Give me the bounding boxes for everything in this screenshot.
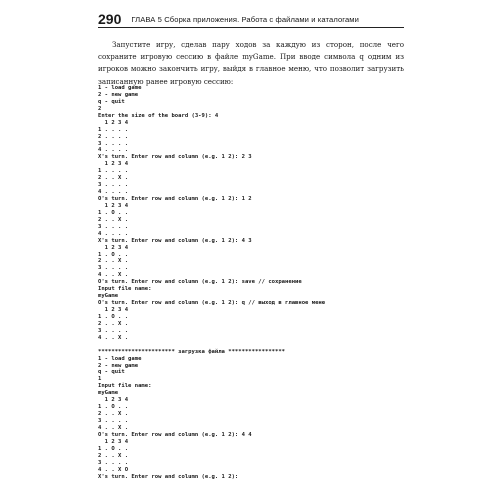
console-line: 2 — [98, 105, 102, 112]
console-line: Input file name: — [98, 286, 152, 293]
console-line: q - quit — [98, 98, 125, 105]
console-line: q - quit — [98, 369, 125, 376]
console-line: 2 . . X . — [98, 320, 129, 327]
console-line: 3 . . . . — [98, 418, 129, 424]
console-line: *********************** загрузка файла ***************** — [98, 348, 286, 355]
console-line: X's turn. Enter row and column (e.g. 1 2): 2 3 — [98, 154, 252, 161]
console-line: 2 . . X . — [98, 175, 129, 182]
page-number: 290 — [98, 11, 122, 27]
console-line: Enter the size of the board (3-9): 4 — [98, 112, 219, 119]
console-line: 1 - load game — [98, 85, 142, 91]
console-line: 2 - new game — [98, 362, 139, 369]
console-line: 4 . . X . — [98, 424, 129, 431]
console-line: O's turn. Enter row and column (e.g. 1 2): 4 4 — [98, 431, 252, 438]
console-line: 1 2 3 4 — [98, 307, 129, 313]
console-line: 1 2 3 4 — [98, 202, 129, 209]
console-line: X's turn. Enter row and column (e.g. 1 2): 4 3 — [98, 237, 252, 244]
console-line: 1 — [98, 376, 102, 383]
console-line: 4 . . X . — [98, 334, 129, 341]
console-line: 1 . . . . — [98, 168, 129, 175]
console-line: 1 - load game — [98, 355, 142, 362]
intro-paragraph: Запустите игру, сделав пару ходов за каждую из сторон, после чего сохраните игровую сессию в файле myGame. При вводе символа q одним из игроков можно закончить игру, выйдя в главное меню, что позволит загрузить записанную ранее игровую сессию: — [98, 40, 404, 86]
chapter-title: ГЛАВА 5 Сборка приложения. Работа с файлами и каталогами — [131, 15, 359, 24]
console-line: 1 2 3 4 — [98, 397, 129, 404]
console-line: 1 . O . . — [98, 209, 129, 216]
console-line: 4 . . X O — [98, 466, 129, 473]
console-line: O's turn. Enter row and column (e.g. 1 2): q // выход в главное меню — [98, 300, 326, 307]
console-line: 4 . . X . — [98, 272, 129, 279]
console-line: 2 . . . . — [98, 133, 129, 140]
console-line: 2 . . X . — [98, 216, 129, 223]
console-line: 1 . O . . — [98, 251, 129, 258]
console-line: 3 . . . . — [98, 140, 129, 147]
console-line: 1 2 3 4 — [98, 161, 129, 168]
console-line: 3 . . . . — [98, 182, 129, 189]
console-line: 4 . . . . — [98, 147, 129, 154]
console-line: 3 . . . . — [98, 327, 129, 334]
console-line: 2 - new game — [98, 91, 139, 98]
console-line: 1 2 3 4 — [98, 119, 129, 126]
console-line: 2 . . X . — [98, 258, 129, 265]
page-header — [98, 9, 404, 26]
console-line: 1 . . . . — [98, 126, 129, 133]
console-line: 1 2 3 4 — [98, 438, 129, 445]
console-line: myGame — [98, 293, 119, 300]
console-line: 3 . . . . — [98, 265, 129, 272]
console-line: Input file name: — [98, 383, 152, 390]
console-line: 3 . . . . — [98, 223, 129, 230]
header-rule — [98, 27, 404, 28]
console-line: O's turn. Enter row and column (e.g. 1 2): save // сохранение — [98, 279, 302, 286]
console-line: 2 . . X . — [98, 452, 129, 459]
console-line: 2 . . X . — [98, 411, 129, 418]
console-line: 1 . O . . — [98, 445, 129, 452]
console-line: O's turn. Enter row and column (e.g. 1 2): 1 2 — [98, 196, 252, 202]
console-line: 1 . O . . — [98, 404, 129, 411]
console-line: 4 . . . . — [98, 230, 129, 237]
console-line: 1 2 3 4 — [98, 244, 129, 251]
console-line: myGame — [98, 390, 119, 397]
console-listing — [98, 85, 404, 480]
console-line: 1 . O . . — [98, 313, 129, 320]
console-line: 4 . . . . — [98, 189, 129, 196]
console-line: X's turn. Enter row and column (e.g. 1 2): — [98, 473, 239, 480]
console-line: 3 . . . . — [98, 459, 129, 466]
